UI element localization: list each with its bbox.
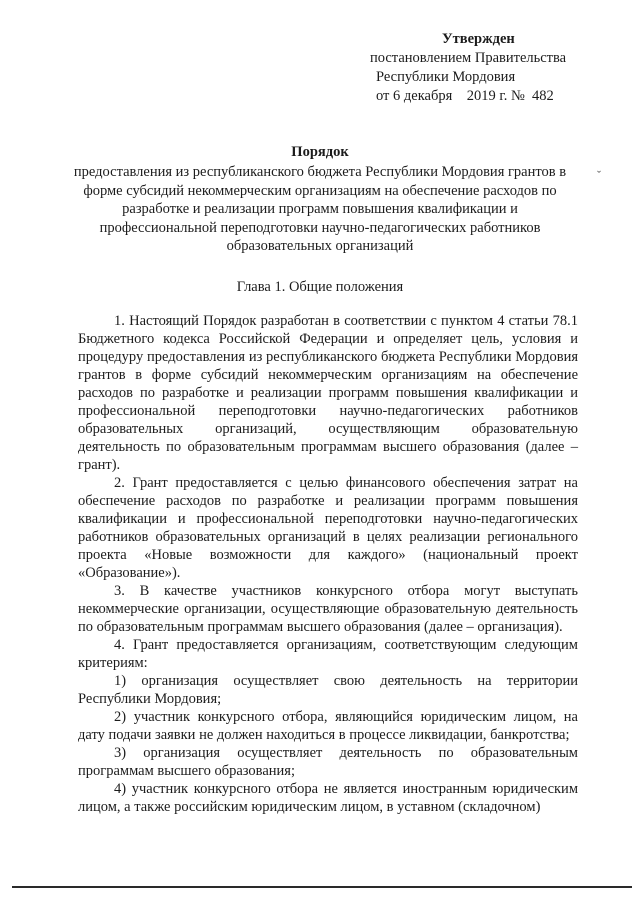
document-subtitle: предоставления из республиканского бюджета Республики Мордовия грантов в форме субсидий некоммерческим организациям на обеспечение расходов по разработке и реализации программ повышения квалификации и профессиональной переподготовки научно-педагогических работников образовательных организаций bbox=[73, 164, 567, 254]
paragraph: 3) организация осуществляет деятельность по образовательным программам высшего образования; bbox=[78, 745, 578, 779]
approval-line: Республики Мордовия bbox=[376, 69, 516, 85]
scan-mark: ˇ bbox=[597, 168, 601, 182]
paragraph: 2) участник конкурсного отбора, являющийся юридическим лицом, на дату подачи заявки не должен находиться в процессе ликвидации, банкротства; bbox=[78, 709, 578, 743]
paragraph: 3. В качестве участников конкурсного отбора могут выступать некоммерческие организации, осуществляющие образовательную деятельность по образовательным программам высшего образования (далее – организация). bbox=[78, 583, 578, 635]
paragraph: 4) участник конкурсного отбора не является иностранным юридическим лицом, а также российским юридическим лицом, в уставном (складочном) bbox=[78, 781, 578, 815]
approval-heading: Утвержден bbox=[442, 31, 515, 47]
chapter-heading: Глава 1. Общие положения bbox=[236, 279, 404, 295]
scan-bottom-edge bbox=[12, 886, 632, 888]
paragraph: 4. Грант предоставляется организациям, соответствующим следующим критериям: bbox=[78, 637, 578, 671]
document-body bbox=[78, 312, 578, 816]
paragraph: 1) организация осуществляет свою деятельность на территории Республики Мордовия; bbox=[78, 673, 578, 707]
paragraph: 1. Настоящий Порядок разработан в соответствии с пунктом 4 статьи 78.1 Бюджетного кодекса Российской Федерации и определяет цель, условия и процедуру предоставления из республиканского бюджета Республики Мордовия грантов в форме субсидий некоммерческим организациям на обеспечение расходов по разработке и реализации программ повышения квалификации и профессиональной переподготовки научно-педагогических работников образовательных организаций, осуществляющим образовательную деятельность по образовательным программам высшего образования (далее – грант). bbox=[78, 313, 578, 473]
paragraph: 2. Грант предоставляется с целью финансового обеспечения затрат на обеспечение расходов по разработке и реализации программ повышения квалификации и профессиональной переподготовки научно-педагогических работников образовательных организаций в целях реализации регионального проекта «Новые возможности для каждого» (национальный проект «Образование»). bbox=[78, 475, 578, 581]
approval-line: постановлением Правительства bbox=[370, 50, 567, 66]
approval-date-number: от 6 декабря 2019 г. № 482 bbox=[376, 88, 554, 104]
document-title: Порядок bbox=[291, 144, 349, 160]
